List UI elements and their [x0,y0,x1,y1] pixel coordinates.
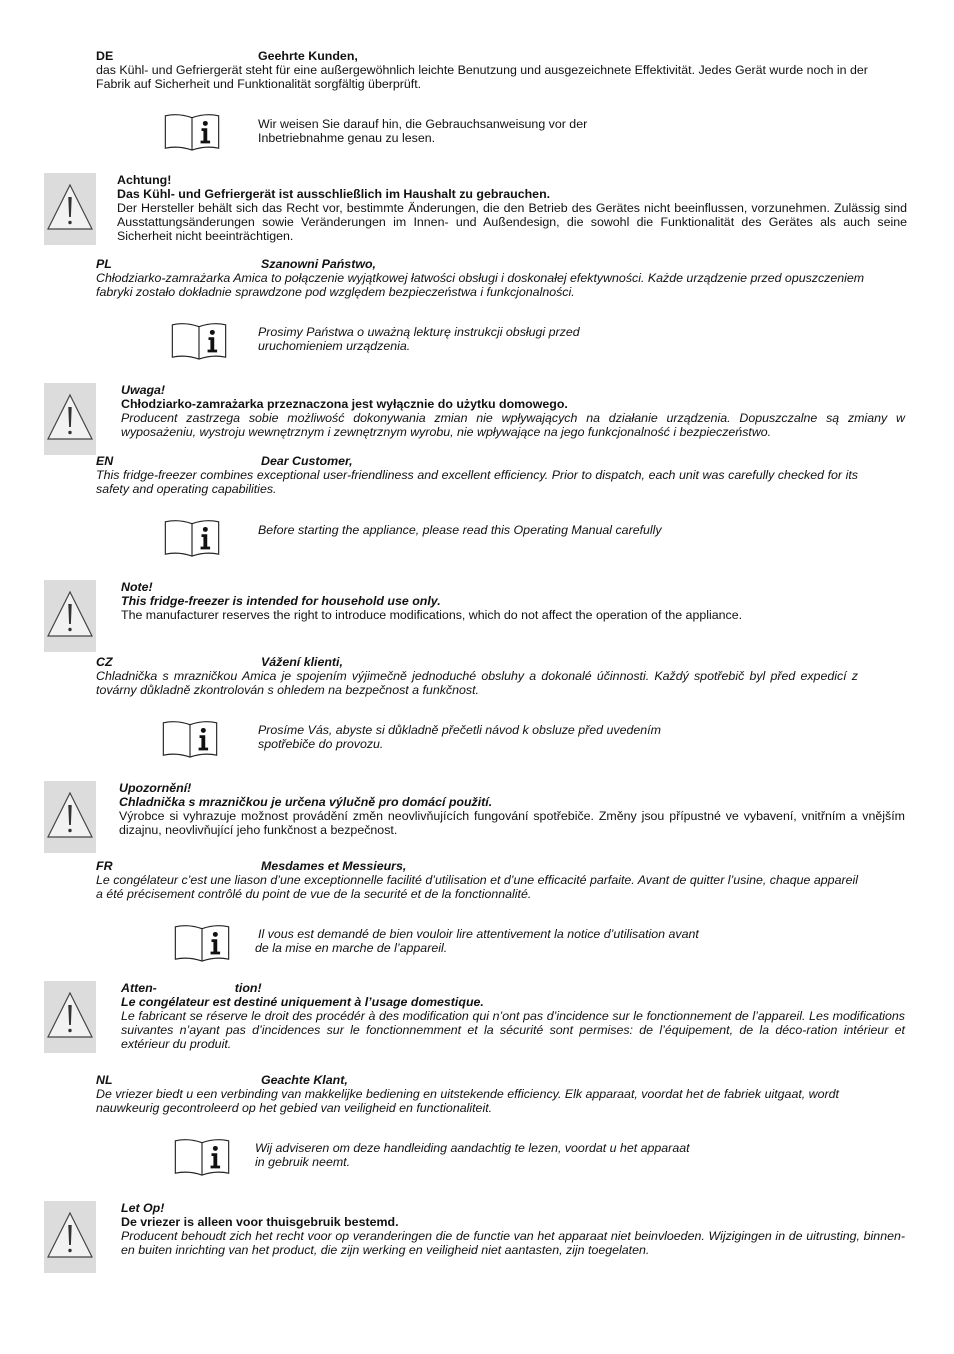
warning-text: Producent behoudt zich het recht voor op veranderingen die de functie van het apparaat niet beinvloeden. Wijzigingen in de uitrusting, binnen- en buiten inrichting van het product, die zijn werking en veiligheid niet aantasten, zijn toegelaten. [121,1229,905,1257]
intro-text: De vriezer biedt u een verbinding van makkelijke bediening en uitstekende efficiency. Elk apparaat, voordat het de fabriek uitgaat, wordt nauwkeurig gecontroleerd op het gebied van veiligheid en functionaliteit. [96,1087,839,1115]
warning-text: Producent zastrzega sobie możliwość dokonywania zmian nie wpływających na działanie urządzenia. Dopuszczalne są zmiany w wyposażeniu, wystroju wewnętrznym i zewnętrznym wyrobu, nie wpływające na jego funkcjonalność i bezpieczeństwo. [121,411,905,439]
warning-statement: Chłodziarko-zamrażarka przeznaczona jest wyłącznie do użytku domowego. [121,397,568,411]
warning-title-part: tion! [234,981,262,995]
warning-block [121,1201,905,1257]
intro-text: This fridge-freezer combines exceptional user-friendliness and excellent efficiency. Prior to dispatch, each unit was carefully checked for its safety and operating capabilities. [96,468,858,496]
info-line: in gebruik neemt. [255,1155,351,1169]
info-line: Before starting the appliance, please read this Operating Manual carefully [258,523,662,537]
info-text [258,325,580,353]
info-text [255,1141,690,1169]
warning-triangle-icon [44,781,96,853]
warning-title: Uwaga! [121,383,166,397]
greeting: Mesdames et Messieurs, [261,859,407,873]
warning-text: Výrobce si vyhrazuje možnost provádění změn neovlivňujících fungování spotřebiče. Změny jsou přípustné ve vybavení, vnitřním a vnějším dizajnu, neovlivňující jeho funkčnost a bezpečnost. [119,809,905,837]
info-text [258,117,587,145]
warning-block [121,981,905,1051]
language-code: PL [96,257,112,271]
info-line: spotřebiče do provozu. [258,737,384,751]
warning-triangle-icon [44,981,96,1053]
warning-block [121,580,905,622]
warning-block [121,383,905,439]
warning-title: Note! [121,580,153,594]
warning-block [119,781,905,837]
warning-statement: Chladnička s mrazničkou je určena výlučně pro domácí použití. [119,795,493,809]
info-line: Prosíme Vás, abyste si důkladně přečetli návod k obsluze před uvedením [258,723,661,737]
warning-title [121,981,905,995]
info-text [258,523,662,537]
warning-title: Let Op! [121,1201,165,1215]
manual-info-icon [161,719,219,759]
info-line: uruchomieniem urządzenia. [258,339,411,353]
manual-info-icon [170,321,228,361]
warning-title: Achtung! [117,173,172,187]
info-text [255,927,699,955]
info-line: Wir weisen Sie darauf hin, die Gebrauchsanweisung vor der [258,117,588,131]
language-code: FR [96,859,113,873]
greeting: Vážení klienti, [261,655,343,669]
greeting: Dear Customer, [261,454,353,468]
intro-text: Chłodziarko-zamrażarka Amica to połączenie wyjątkowej łatwości obsługi i doskonałej efektywności. Każde urządzenie przed opuszczeniem fabryki zostało dokładnie sprawdzone pod względem bezpieczeństwa i funkcjonalności. [96,271,865,299]
info-line: Inbetriebnahme genau zu lesen. [258,131,436,145]
intro-text: Le congélateur c’est une liason d’une exceptionnelle facilité d’utilisation et d’une efficacité parfaite. Avant de quitter l’usine, chaque appareil a été précisement contrôlé du point de vue de la securité et de la fonctionnalité. [96,873,858,901]
warning-text: Der Hersteller behält sich das Recht vor, bestimmte Änderungen, die den Betrieb des Gerätes nicht beeinflussen, vorzunehmen. Zulässig sind Ausstattungsänderungen sowie Veränderungen im Innen- und Außendesign, die sowohl die Funktionalität des Gerätes als auch seine Sicherheit nicht beeinträchtigen. [117,201,907,243]
language-code: DE [96,49,114,63]
manual-info-icon [173,1137,231,1177]
language-code: CZ [96,655,113,669]
intro-text: Chladnička s mrazničkou Amica je spojením výjimečně jednoduché obsluhy a dokonalé účinnosti. Každý spotřebič byl před expedicí z továrny důkladně zkontrolován s ohledem na bezpečnost a funkčnost. [96,669,858,697]
language-code: EN [96,454,114,468]
info-text [258,723,661,751]
warning-block [117,173,907,243]
intro-text: das Kühl- und Gefriergerät steht für eine außergewöhnlich leichte Benutzung und ausgezeichnete Effektivität. Jedes Gerät wurde noch in der Fabrik auf Sicherheit und Funktionalität sorgfältig überprüft. [96,63,868,91]
manual-info-icon [173,923,231,963]
warning-statement: This fridge-freezer is intended for household use only. [121,594,441,608]
info-line: de la mise en marche de l’appareil. [255,941,448,955]
warning-triangle-icon [44,173,96,245]
warning-title: Upozornění! [119,781,192,795]
warning-text: Le fabricant se réserve le droit des procédér à des modification qui n’ont pas d’incidence sur le fonctionnement de l’appareil. Les modifications suivantes n’ayant pas d’incidences sur le fonctionnemment et la sécurité sont permises: de l’équipement, de la déco-ration intérieur et extérieur du produit. [121,1009,905,1051]
manual-info-icon [163,518,221,558]
warning-triangle-icon [44,383,96,455]
greeting: Geachte Klant, [261,1073,348,1087]
info-line: Wij adviseren om deze handleiding aandachtig te lezen, voordat u het apparaat [255,1141,690,1155]
info-line: Il vous est demandé de bien vouloir lire attentivement la notice d’utilisation avant [258,927,699,941]
manual-info-icon [163,112,221,152]
warning-title-part: Atten- [121,981,157,995]
warning-statement: Le congélateur est destiné uniquement à l’usage domestique. [121,995,484,1009]
greeting: Geehrte Kunden, [258,49,358,63]
info-line: Prosimy Państwa o uważną lekturę instrukcji obsługi przed [258,325,580,339]
language-code: NL [96,1073,113,1087]
warning-triangle-icon [44,1201,96,1273]
greeting: Szanowni Państwo, [261,257,376,271]
warning-statement: Das Kühl- und Gefriergerät ist ausschließlich im Haushalt zu gebrauchen. [117,187,551,201]
warning-triangle-icon [44,580,96,652]
warning-text: The manufacturer reserves the right to introduce modifications, which do not affect the operation of the appliance. [121,608,743,622]
warning-statement: De vriezer is alleen voor thuisgebruik bestemd. [121,1215,399,1229]
